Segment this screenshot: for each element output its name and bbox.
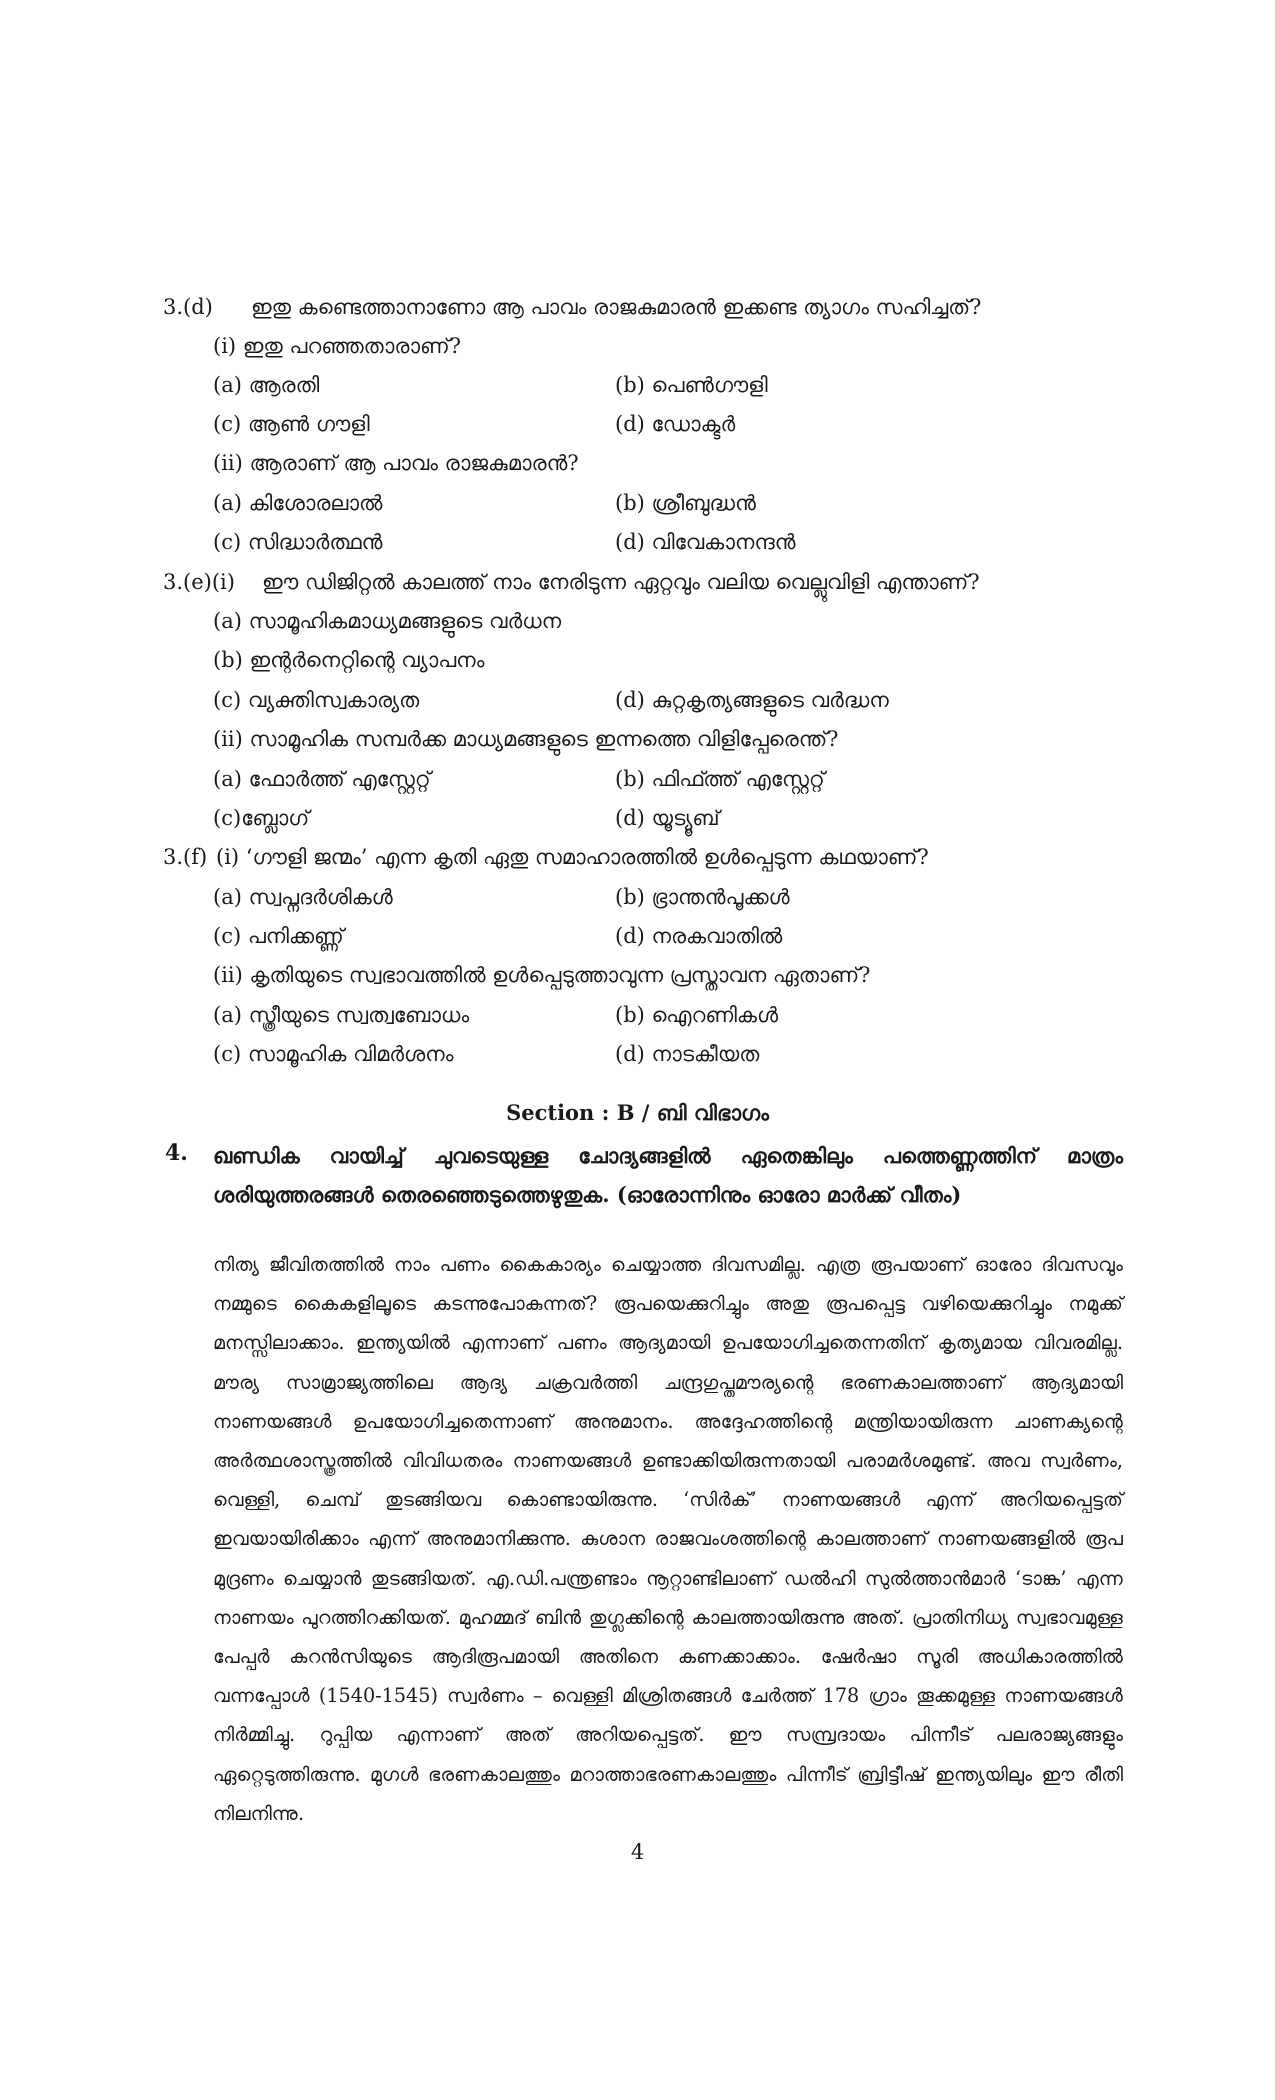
option-c: (c)ബ്ലോഗ് xyxy=(213,806,310,830)
sub-question-text: (i) ഇതു പറഞ്ഞതാരാണ്? xyxy=(213,334,461,358)
option-b: (b) ശ്രീബുദ്ധൻ xyxy=(615,491,756,515)
option-c: (c) സിദ്ധാർത്ഥൻ xyxy=(213,530,383,554)
option-d: (d) ഡോക്ടർ xyxy=(615,412,736,436)
question-text: ഇതു കണ്ടെത്താനാണോ ആ പാവം രാജകുമാരൻ ഇക്കണ്ട ത്യാഗം സഹിച്ചത്? xyxy=(251,295,982,319)
option-d: (d) നാടകീയത xyxy=(615,1042,760,1066)
question-number: 3.(f) xyxy=(163,845,208,869)
section-heading: Section : B / ബി വിഭാഗം xyxy=(506,1100,769,1125)
page-number: 4 xyxy=(630,1840,645,1864)
option-d: (d) യൂട്യൂബ് xyxy=(615,806,720,830)
option-a: (a) സ്വപ്നദർശികൾ xyxy=(213,885,393,909)
question-text: ഈ ഡിജിറ്റൽ കാലത്ത് നാം നേരിടുന്ന ഏറ്റവും വലിയ വെല്ലുവിളി എന്താണ്? xyxy=(262,570,980,594)
option-b: (b) ഐറണികൾ xyxy=(615,1003,779,1027)
option-d: (d) വിവേകാനന്ദൻ xyxy=(615,530,796,554)
option-b: (b) ഫിഫ്ത്ത് എസ്റ്റേറ്റ് xyxy=(615,767,825,791)
option-c: (c) പനിക്കണ്ണ് xyxy=(213,924,344,948)
option-c: (c) ആൺ ഗൗളി xyxy=(213,412,370,436)
option-a: (a) കിശോരലാൽ xyxy=(213,491,383,515)
option-a: (a) ആരതി xyxy=(213,373,320,397)
option-a: (a) സാമൂഹികമാധ്യമങ്ങളുടെ വർധന xyxy=(213,609,562,633)
reading-passage: നിത്യ ജീവിതത്തിൽ നാം പണം കൈകാര്യം ചെയ്യാത്ത ദിവസമില്ല. എത്ര രൂപയാണ് ഓരോ ദിവസവും നമ്മുടെ കൈകളിലൂടെ കടന്നുപോകുന്നത്? രൂപയെക്കുറിച്ചും അതു രൂപപ്പെട്ട വഴിയെക്കുറിച്ചും നമുക്ക് മനസ്സിലാക്കാം. ഇന്ത്യയിൽ എന്നാണ് പണം ആദ്യമായി ഉപയോഗിച്ചതെന്നതിന് കൃത്യമായ വിവരമില്ല. മൗര്യ സാമ്രാജ്യത്തിലെ ആദ്യ ചക്രവർത്തി ചന്ദ്രഗുപ്തമൗര്യന്റെ ഭരണകാലത്താണ് ആദ്യമായി നാണയങ്ങൾ ഉപയോഗിച്ചതെന്നാണ് അനുമാനം. അദ്ദേഹത്തിന്റെ മന്ത്രിയായിരുന്ന ചാണക്യന്റെ അർത്ഥശാസ്ത്രത്തിൽ വിവിധതരം നാണയങ്ങൾ ഉണ്ടാക്കിയിരുന്നതായി പരാമർശമുണ്ട്. അവ സ്വർണം, വെള്ളി, ചെമ്പ് തുടങ്ങിയവ കൊണ്ടായിരുന്നു. ‘സിർക്’ നാണയങ്ങൾ എന്ന് അറിയപ്പെട്ടത് ഇവയായിരിക്കാം എന്ന് അനുമാനിക്കുന്നു. കുശാന രാജവംശത്തിന്റെ കാലത്താണ് നാണയങ്ങളിൽ രൂപ മുദ്രണം ചെയ്യാൻ തുടങ്ങിയത്. എ.ഡി.പന്ത്രണ്ടാം നൂറ്റാണ്ടിലാണ് ഡൽഹി സുൽത്താൻമാർ ‘ടാങ്ക’ എന്ന നാണയം പുറത്തിറക്കിയത്. മുഹമ്മദ് ബിൻ തുഗ്ലക്കിന്റെ കാലത്തായിരുന്നു അത്. പ്രാതിനിധ്യ സ്വഭാവമുള്ള പേപ്പർ കറൻസിയുടെ ആദിരൂപമായി അതിനെ കണക്കാക്കാം. ഷേർഷാ സൂരി അധികാരത്തിൽ വന്നപ്പോൾ (1540-1545) സ്വർണം – വെള്ളി മിശ്രിതങ്ങൾ ചേർത്ത് 178 ഗ്രാം തൂക്കമുള്ള നാണയങ്ങൾ നിർമ്മിച്ചു. റുപ്പിയ എന്നാണ് അത് അറിയപ്പെട്ടത്. ഈ സമ്പ്രദായം പിന്നീട് പലരാജ്യങ്ങളും ഏറ്റെടുത്തിരുന്നു. മുഗൾ ഭരണകാലത്തും മറാത്താഭരണകാലത്തും പിന്നീട് ബ്രിട്ടീഷ് ഇന്ത്യയിലും ഈ രീതി നിലനിന്നു. xyxy=(213,1253,1123,1825)
sub-question-text: (ii) കൃതിയുടെ സ്വഭാവത്തിൽ ഉൾപ്പെടുത്താവുന്ന പ്രസ്താവന ഏതാണ്? xyxy=(213,963,871,987)
option-d: (d) നരകവാതിൽ xyxy=(615,924,783,948)
option-b: (b) പെൺഗൗളി xyxy=(615,373,768,397)
option-a: (a) സ്ത്രീയുടെ സ്വത്വബോധം xyxy=(213,1003,470,1027)
option-c: (c) സാമൂഹിക വിമർശനം xyxy=(213,1042,454,1066)
question-4-instruction: ഖണ്ഡിക വായിച്ച് ചുവടെയുള്ള ചോദ്യങ്ങളിൽ ഏതെങ്കിലും പത്തെണ്ണത്തിന് മാത്രം ശരിയുത്തരങ്ങൾ തെരഞ്ഞെടുത്തെഴുതുക. (ഓരോന്നിനും ഓരോ മാർക്ക് വീതം) xyxy=(213,1143,1123,1207)
option-c: (c) വ്യക്തിസ്വകാര്യത xyxy=(213,688,420,712)
question-number: 3.(e)(i) xyxy=(163,570,235,594)
option-b: (b) ഭ്രാന്തൻപൂക്കൾ xyxy=(615,885,790,909)
sub-question-text: (ii) സാമൂഹിക സമ്പർക്ക മാധ്യമങ്ങളുടെ ഇന്നത്തെ വിളിപ്പേരെന്ത്? xyxy=(213,727,839,751)
sub-question-text: (ii) ആരാണ് ആ പാവം രാജകുമാരൻ? xyxy=(213,451,579,475)
option-d: (d) കുറ്റകൃത്യങ്ങളുടെ വർദ്ധന xyxy=(615,688,889,712)
question-number: 3.(d) xyxy=(163,295,213,319)
question-text: (i) ‘ഗൗളി ജന്മം’ എന്ന കൃതി ഏതു സമാഹാരത്തിൽ ഉൾപ്പെടുന്ന കഥയാണ്? xyxy=(216,845,929,869)
option-b: (b) ഇന്റർനെറ്റിന്റെ വ്യാപനം xyxy=(213,648,485,672)
question-number: 4. xyxy=(165,1140,188,1166)
option-a: (a) ഫോർത്ത് എസ്റ്റേറ്റ് xyxy=(213,767,431,791)
